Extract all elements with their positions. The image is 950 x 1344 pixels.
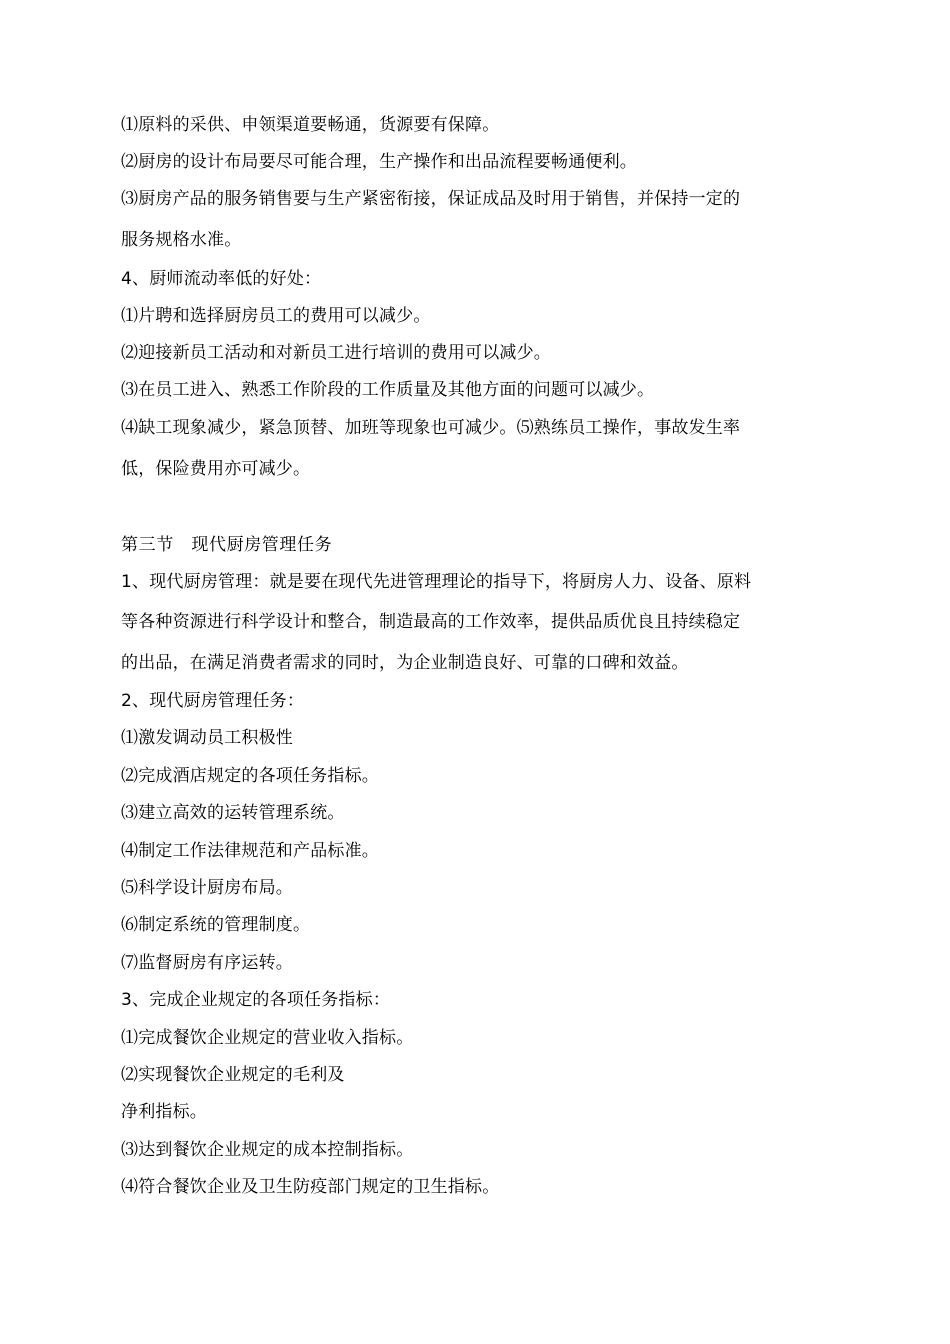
text-line: ⑴完成餐饮企业规定的营业收入指标。: [121, 1028, 414, 1048]
text-line: ⑺监督厨房有序运转。: [121, 953, 293, 973]
text-line: ⑵完成酒店规定的各项任务指标。: [121, 766, 379, 786]
text-line: ⑶在员工进入、熟悉工作阶段的工作质量及其他方面的问题可以减少。: [121, 380, 655, 400]
text-line: ⑷制定工作法律规范和产品标准。: [121, 841, 379, 861]
text-line: 的出品，在满足消费者需求的同时，为企业制造良好、可靠的口碑和效益。: [121, 653, 689, 673]
text-line: ⑷符合餐饮企业及卫生防疫部门规定的卫生指标。: [121, 1177, 500, 1197]
text-line: ⑴原料的采供、申领渠道要畅通，货源要有保障。: [121, 115, 500, 135]
text-line: ⑸科学设计厨房布局。: [121, 878, 293, 898]
text-line: 4、厨师流动率低的好处：: [121, 269, 322, 289]
text-line: ⑴激发调动员工积极性: [121, 728, 293, 748]
text-line: 服务规格水准。: [121, 230, 242, 250]
text-line: ⑶厨房产品的服务销售要与生产紧密衔接，保证成品及时用于销售，并保持一定的: [121, 189, 741, 209]
text-line: ⑶达到餐饮企业规定的成本控制指标。: [121, 1140, 414, 1160]
text-line: 1、现代厨房管理：就是要在现代先进管理理论的指导下，将厨房人力、设备、原料: [121, 572, 752, 592]
text-line: ⑵实现餐饮企业规定的毛利及: [121, 1065, 345, 1085]
text-line: ⑴片聘和选择厨房员工的费用可以减少。: [121, 306, 431, 326]
text-line: 净利指标。: [121, 1102, 207, 1122]
text-line: 等各种资源进行科学设计和整合，制造最高的工作效率，提供品质优良且持续稳定: [121, 612, 741, 632]
text-line: ⑹制定系统的管理制度。: [121, 915, 311, 935]
text-line: ⑵厨房的设计布局要尽可能合理，生产操作和出品流程要畅通便利。: [121, 152, 637, 172]
text-line: ⑵迎接新员工活动和对新员工进行培训的费用可以减少。: [121, 343, 551, 363]
section-heading: 第三节 现代厨房管理任务: [121, 535, 333, 555]
text-line: ⑶建立高效的运转管理系统。: [121, 803, 345, 823]
text-line: ⑷缺工现象减少，紧急顶替、加班等现象也可减少。⑸熟练员工操作，事故发生率: [121, 418, 741, 438]
text-line: 3、完成企业规定的各项任务指标：: [121, 990, 391, 1010]
text-line: 2、现代厨房管理任务：: [121, 691, 305, 711]
text-line: 低，保险费用亦可减少。: [121, 459, 311, 479]
